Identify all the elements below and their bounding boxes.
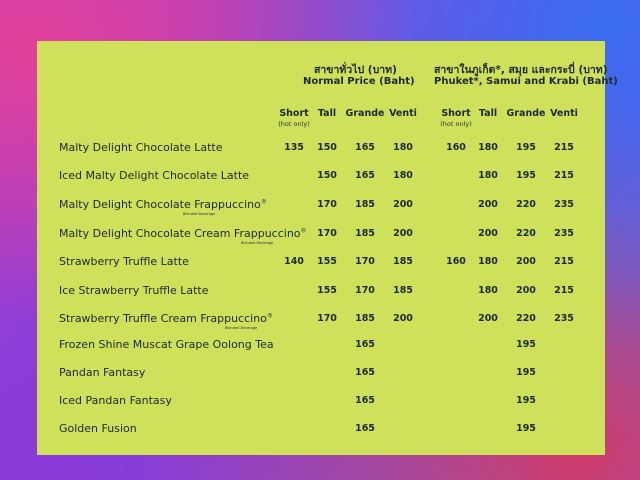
price-normal: 155 — [317, 285, 337, 296]
price-phuket: 195 — [516, 423, 536, 434]
price-phuket: 200 — [478, 313, 498, 324]
price-normal: 135 — [284, 142, 304, 153]
price-normal: 185 — [355, 228, 375, 239]
price-normal: 200 — [393, 228, 413, 239]
price-normal: 170 — [355, 256, 375, 267]
price-normal: 185 — [355, 199, 375, 210]
col-short-normal: Short — [279, 108, 309, 119]
item-name — [59, 141, 223, 154]
price-normal: 180 — [393, 142, 413, 153]
item-name — [59, 338, 274, 351]
item-name — [59, 422, 137, 435]
item-name-text: Golden Fusion — [59, 422, 137, 435]
item-name — [59, 227, 307, 240]
blended-beverage-label: Blended Beverage — [241, 241, 274, 245]
price-phuket: 220 — [516, 313, 536, 324]
price-normal: 170 — [317, 228, 337, 239]
blended-beverage-label: Blended Beverage — [225, 326, 258, 330]
item-name-text: Iced Malty Delight Chocolate Latte — [59, 169, 250, 182]
price-phuket: 195 — [516, 367, 536, 378]
col-grande-normal: Grande — [345, 108, 385, 119]
price-phuket: 200 — [516, 256, 536, 267]
price-phuket: 195 — [516, 339, 536, 350]
price-phuket: 215 — [554, 142, 574, 153]
price-normal: 200 — [393, 199, 413, 210]
item-name-text: Malty Delight Chocolate Frappuccino — [59, 198, 261, 211]
price-normal: 170 — [317, 199, 337, 210]
price-phuket: 235 — [554, 199, 574, 210]
price-normal: 150 — [317, 170, 337, 181]
price-phuket: 200 — [478, 199, 498, 210]
registered-mark: ® — [300, 227, 307, 235]
col-tall-normal: Tall — [317, 108, 337, 119]
group-english-phuket: Phuket*, Samui and Krabi (Baht) — [434, 76, 618, 87]
price-normal: 165 — [355, 367, 375, 378]
price-phuket: 215 — [554, 170, 574, 181]
item-name — [59, 169, 249, 182]
price-normal: 185 — [355, 313, 375, 324]
item-name-text: Malty Delight Chocolate Latte — [59, 141, 223, 154]
item-name-text: Malty Delight Chocolate Cream Frappuccino — [59, 227, 301, 240]
price-normal: 165 — [355, 423, 375, 434]
price-normal: 180 — [393, 170, 413, 181]
price-normal: 170 — [317, 313, 337, 324]
item-name-text: Pandan Fantasy — [59, 366, 146, 379]
item-name-text: Strawberry Truffle Latte — [59, 255, 189, 268]
col-short-phuket: Short — [441, 108, 471, 119]
item-name — [59, 284, 208, 297]
price-normal: 165 — [355, 170, 375, 181]
col-short-note-normal: (hot only) — [278, 120, 310, 128]
price-phuket: 235 — [554, 228, 574, 239]
price-normal: 155 — [317, 256, 337, 267]
price-normal: 140 — [284, 256, 304, 267]
price-phuket: 195 — [516, 142, 536, 153]
item-name-text: Strawberry Truffle Cream Frappuccino — [59, 312, 267, 325]
price-phuket: 200 — [478, 228, 498, 239]
price-phuket: 215 — [554, 256, 574, 267]
group-thai-phuket: สาขาในภูเก็ต*, สมุย และกระบี่ (บาท) — [434, 64, 608, 76]
blended-beverage-label: Blended Beverage — [183, 212, 216, 216]
price-normal: 185 — [393, 285, 413, 296]
price-normal: 185 — [393, 256, 413, 267]
item-name — [59, 255, 189, 268]
price-phuket: 195 — [516, 395, 536, 406]
col-venti-phuket: Venti — [550, 108, 578, 119]
price-phuket: 215 — [554, 285, 574, 296]
price-normal: 170 — [355, 285, 375, 296]
price-normal: 200 — [393, 313, 413, 324]
price-phuket: 220 — [516, 228, 536, 239]
col-grande-phuket: Grande — [506, 108, 546, 119]
price-phuket: 180 — [478, 170, 498, 181]
price-phuket: 235 — [554, 313, 574, 324]
price-phuket: 220 — [516, 199, 536, 210]
price-phuket: 200 — [516, 285, 536, 296]
group-english-normal: Normal Price (Baht) — [303, 76, 415, 87]
item-name — [59, 394, 172, 407]
item-name — [59, 366, 145, 379]
item-name-text: Iced Pandan Fantasy — [59, 394, 172, 407]
menu-panel — [37, 41, 618, 455]
registered-mark: ® — [260, 198, 267, 206]
col-venti-normal: Venti — [389, 108, 417, 119]
price-phuket: 180 — [478, 142, 498, 153]
price-normal: 165 — [355, 395, 375, 406]
group-thai-normal: สาขาทั่วไป (บาท) — [314, 64, 397, 76]
col-tall-phuket: Tall — [478, 108, 498, 119]
price-phuket: 160 — [446, 256, 466, 267]
price-phuket: 180 — [478, 285, 498, 296]
item-name-text: Frozen Shine Muscat Grape Oolong Tea — [59, 338, 274, 351]
price-phuket: 160 — [446, 142, 466, 153]
price-normal: 150 — [317, 142, 337, 153]
price-normal: 165 — [355, 339, 375, 350]
price-phuket: 195 — [516, 170, 536, 181]
registered-mark: ® — [266, 312, 273, 320]
item-name — [59, 312, 273, 325]
item-name-text: Ice Strawberry Truffle Latte — [59, 284, 209, 297]
col-short-note-phuket: (hot only) — [440, 120, 472, 128]
item-name — [59, 198, 267, 211]
price-normal: 165 — [355, 142, 375, 153]
price-phuket: 180 — [478, 256, 498, 267]
